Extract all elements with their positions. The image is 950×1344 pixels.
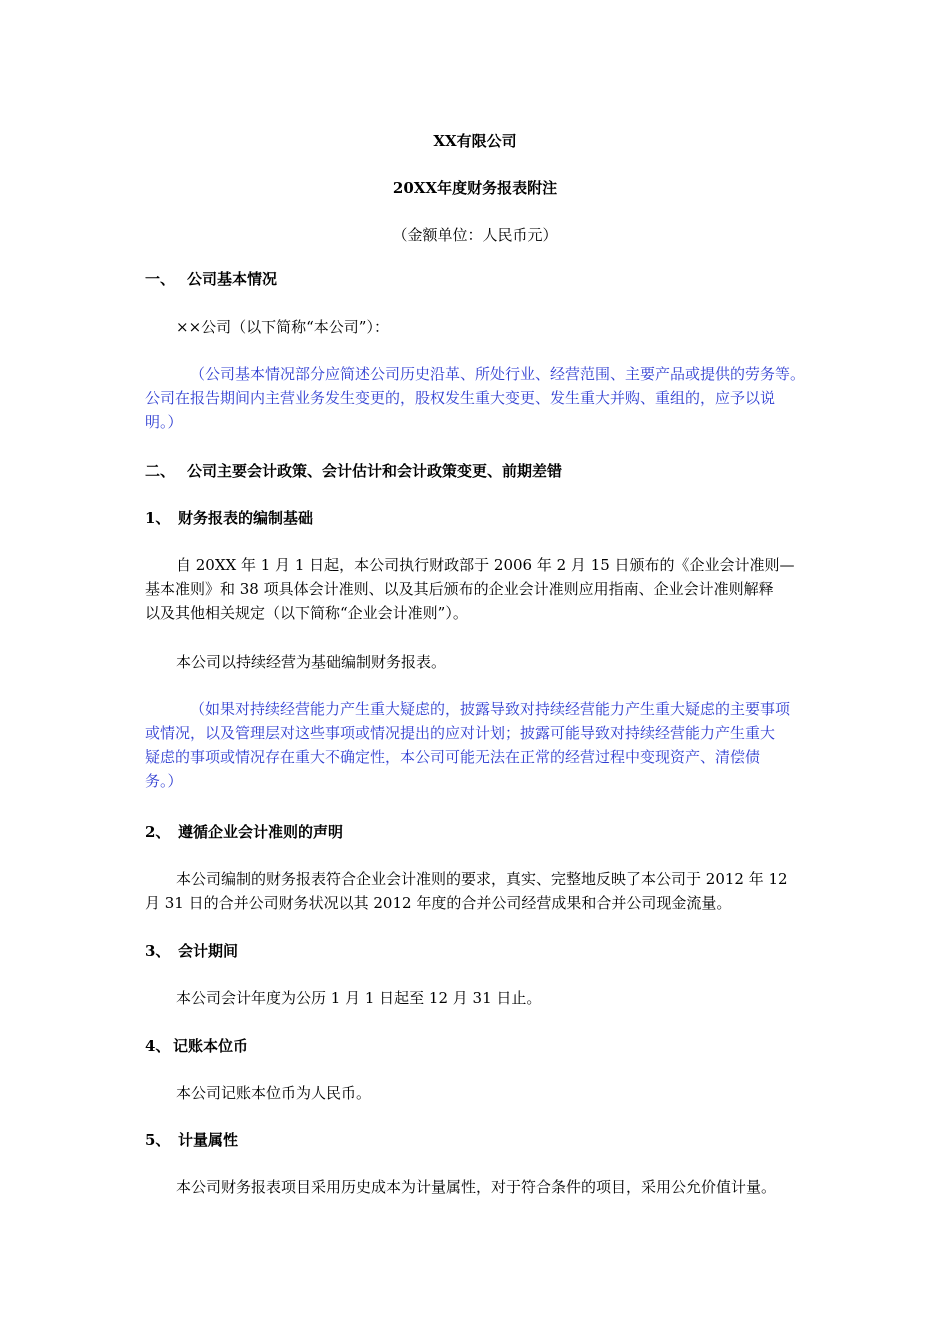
item-title: 遵循企业会计准则的声明 bbox=[178, 823, 344, 841]
note-line: 明。） bbox=[145, 413, 183, 431]
note-line: 疑虑的事项或情况存在重大不确定性，本公司可能无法在正常的经营过程中变现资产、清偿债 bbox=[145, 748, 761, 766]
measurement-basis-paragraph: 本公司财务报表项目采用历史成本为计量属性，对于符合条件的项目，采用公允价值计量。 bbox=[176, 1178, 777, 1196]
instruction-note-company-info bbox=[145, 362, 845, 434]
section-title: 公司基本情况 bbox=[187, 270, 278, 288]
item-heading-4 bbox=[145, 1034, 248, 1058]
note-line: 务。） bbox=[145, 772, 183, 790]
paragraph-line: 月 31 日的合并公司财务状况以其 2012 年度的合并公司经营成果和合并公司现金流量。 bbox=[145, 894, 732, 912]
item-title: 会计期间 bbox=[178, 942, 239, 960]
section-heading-1 bbox=[145, 267, 277, 291]
paragraph-line: 自 20XX 年 1 月 1 日起，本公司执行财政部于 2006 年 2 月 15 日颁布的《企业会计准则— bbox=[176, 556, 795, 574]
paragraph-line: 以及其他相关规定（以下简称“企业会计准则”）。 bbox=[145, 604, 468, 622]
item-number: 2、 bbox=[145, 823, 171, 841]
section-title: 公司主要会计政策、会计估计和会计政策变更、前期差错 bbox=[187, 462, 563, 480]
paragraph-line: 本公司编制的财务报表符合企业会计准则的要求，真实、完整地反映了本公司于 2012 年 12 bbox=[176, 870, 788, 888]
note-line: （公司基本情况部分应简述公司历史沿革、所处行业、经营范围、主要产品或提供的劳务等。 bbox=[190, 365, 806, 383]
section-heading-2 bbox=[145, 459, 562, 483]
item-heading-2 bbox=[145, 820, 343, 844]
section-number: 一、 bbox=[145, 270, 176, 288]
paragraph-line: 基本准则》和 38 项具体会计准则、以及其后颁布的企业会计准则应用指南、企业会计准则解释 bbox=[145, 580, 774, 598]
item-heading-5 bbox=[145, 1128, 238, 1152]
company-name: XX有限公司 bbox=[433, 132, 517, 150]
item-title: 计量属性 bbox=[178, 1131, 239, 1149]
item-heading-1 bbox=[145, 506, 313, 530]
section-number: 二、 bbox=[145, 462, 176, 480]
accounting-period-paragraph: 本公司会计年度为公历 1 月 1 日起至 12 月 31 日止。 bbox=[176, 989, 542, 1007]
currency-unit-note: （金额单位：人民币元） bbox=[392, 226, 558, 244]
going-concern-paragraph: 本公司以持续经营为基础编制财务报表。 bbox=[176, 653, 447, 671]
note-line: 或情况，以及管理层对这些事项或情况提出的应对计划；披露可能导致对持续经营能力产生重大 bbox=[145, 724, 776, 742]
note-line: 公司在报告期间内主营业务发生变更的，股权发生重大变更、发生重大并购、重组的，应予以说 bbox=[145, 389, 776, 407]
document-title: 20XX年度财务报表附注 bbox=[392, 179, 558, 197]
note-line: （如果对持续经营能力产生重大疑虑的，披露导致对持续经营能力产生重大疑虑的主要事项 bbox=[190, 700, 791, 718]
instruction-note-going-concern bbox=[145, 697, 845, 793]
company-intro: ××公司（以下简称“本公司”）： bbox=[176, 318, 389, 336]
item-title: 记账本位币 bbox=[173, 1037, 249, 1055]
item-heading-3 bbox=[145, 939, 238, 963]
item-number: 4、 bbox=[145, 1037, 171, 1055]
basis-paragraph bbox=[145, 553, 845, 625]
functional-currency-paragraph: 本公司记账本位币为人民币。 bbox=[176, 1084, 372, 1102]
item-title: 财务报表的编制基础 bbox=[178, 509, 314, 527]
item-number: 5、 bbox=[145, 1131, 171, 1149]
item-number: 1、 bbox=[145, 509, 171, 527]
compliance-paragraph bbox=[145, 867, 845, 915]
item-number: 3、 bbox=[145, 942, 171, 960]
